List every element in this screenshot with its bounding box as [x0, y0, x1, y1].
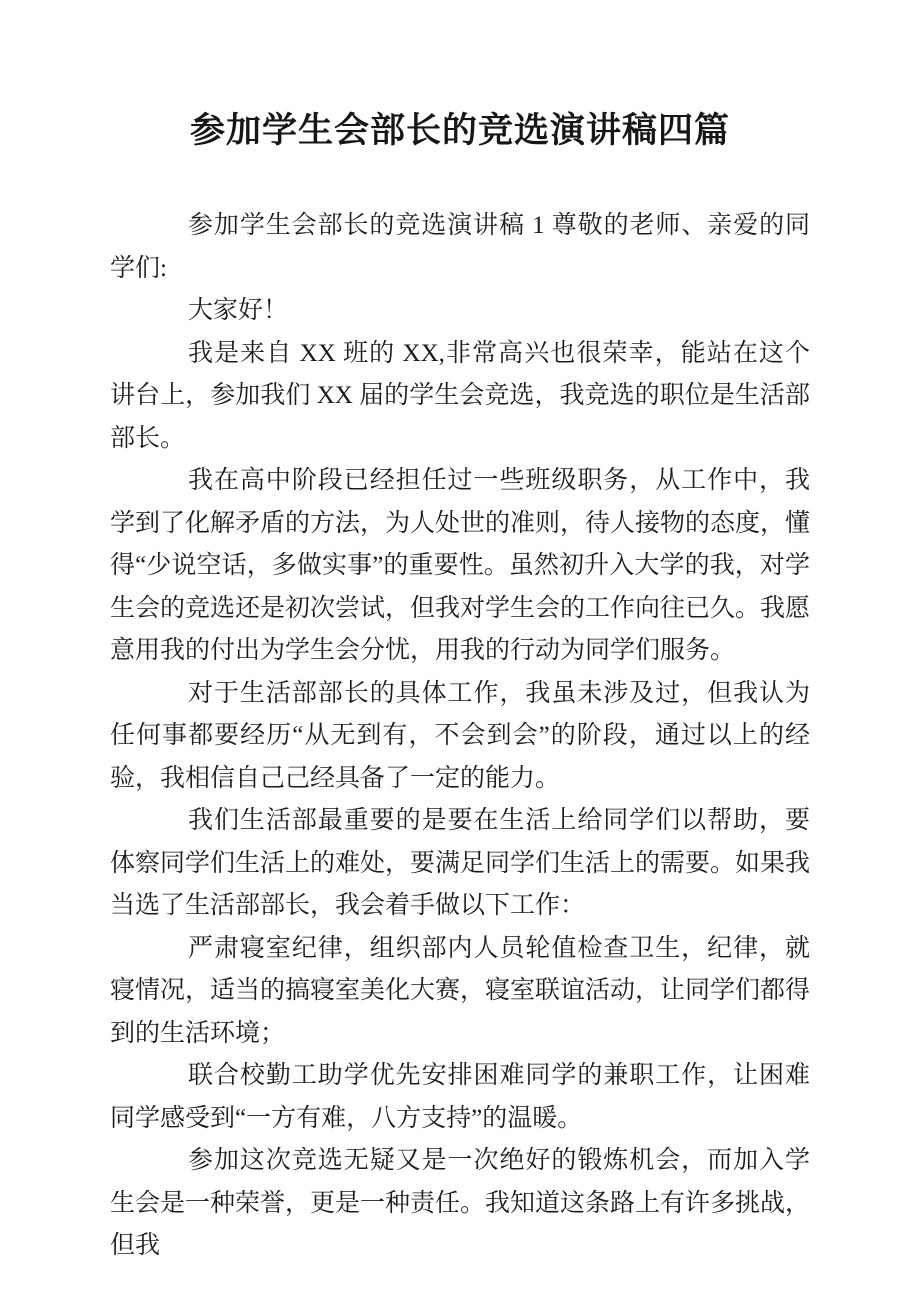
paragraph-duties: 我们生活部最重要的是要在生活上给同学们以帮助，要体察同学们生活上的难处，要满足同学们生活上的需要。如果我当选了生活部部长，我会着手做以下工作：	[110, 807, 811, 919]
document-title: 参加学生会部长的竞选演讲稿四篇	[189, 111, 730, 150]
paragraph-plan-dorm: 严肃寝室纪律，组织部内人员轮值检查卫生，纪律，就寝情况，适当的搞寝室美化大赛，寝室联谊活动，让同学们都得到的生活环境；	[110, 934, 811, 1047]
paragraph-experience: 我在高中阶段已经担任过一些班级职务，从工作中，我学到了化解矛盾的方法，为人处世的准则，待人接物的态度，懂得“少说空话，多做实事”的重要性。虽然初升入大学的我，对学生会的竞选还是初次尝试，但我对学生会的工作向往已久。我愿意用我的付出为学生会分忧，用我的行动为同学们服务。	[110, 467, 811, 664]
paragraph-salutation: 参加学生会部长的竞选演讲稿 1 尊敬的老师、亲爱的同学们:	[110, 212, 810, 282]
paragraph-ability: 对于生活部部长的具体工作，我虽未涉及过，但我认为任何事都要经历“从无到有，不会到会”的阶段，通过以上的经验，我相信自己己经具备了一定的能力。	[110, 679, 810, 792]
paragraph-closing: 参加这次竞选无疑又是一次绝好的锻炼机会，而加入学生会是一种荣誉，更是一种责任。我知道这条路上有许多挑战，但我	[110, 1147, 811, 1259]
document-body	[110, 205, 810, 1268]
paragraph-intro: 我是来自 XX 班的 XX,非常高兴也很荣幸，能站在这个讲台上，参加我们 XX 届的学生会竞选，我竞选的职位是生活部部长。	[110, 339, 810, 452]
paragraph-greeting: 大家好！	[188, 297, 289, 324]
paragraph-plan-workstudy: 联合校勤工助学优先安排困难同学的兼职工作，让困难同学感受到“一方有难，八方支持”的温暖。	[110, 1062, 810, 1132]
